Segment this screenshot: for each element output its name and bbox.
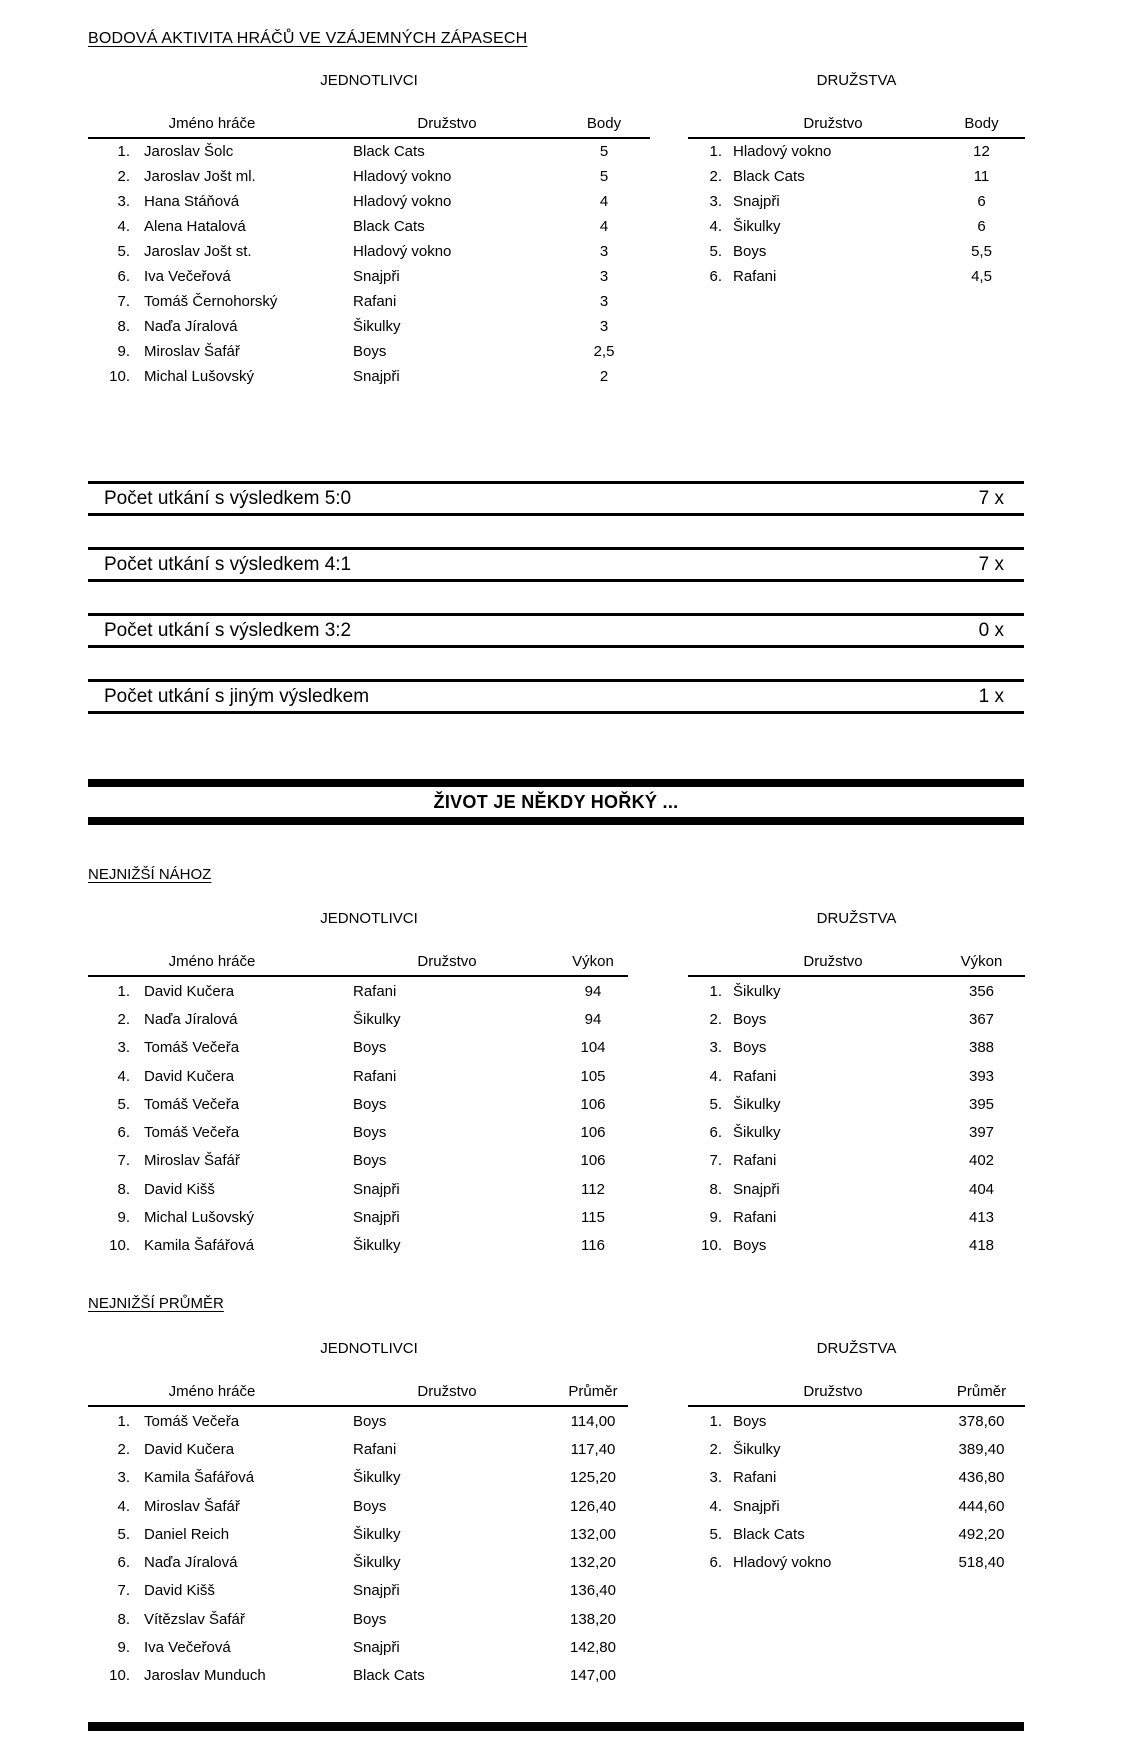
value-cell: 4 — [599, 193, 609, 210]
rank-cell: 8. — [709, 1180, 722, 1198]
table-row — [688, 1034, 1025, 1062]
team-cell: Rafani — [733, 1469, 777, 1487]
team-cell: Black Cats — [733, 168, 805, 185]
team-cell: Šikulky — [353, 318, 401, 335]
team-cell: Šikulky — [733, 1095, 781, 1113]
team-cell: Snajpři — [353, 368, 400, 385]
value-cell: 94 — [584, 982, 602, 1000]
value-cell: 106 — [580, 1124, 606, 1142]
value-cell: 126,40 — [570, 1497, 616, 1515]
column-header-team: Družstvo — [417, 953, 477, 970]
rank-cell: 5. — [117, 1095, 130, 1113]
rank-cell: 9. — [117, 1209, 130, 1227]
rank-cell: 1. — [117, 143, 130, 160]
team-cell: Šikulky — [353, 1554, 401, 1572]
team-cell: Boys — [353, 1152, 387, 1170]
team-cell: Boys — [353, 1497, 387, 1515]
table-row — [88, 1203, 628, 1231]
rank-cell: 8. — [117, 1610, 130, 1628]
value-cell: 112 — [581, 1180, 605, 1198]
value-cell: 132,00 — [570, 1525, 616, 1543]
rank-cell: 2. — [117, 1010, 130, 1028]
player-name-cell: Vítězslav Šafář — [144, 1610, 245, 1628]
rank-cell: 9. — [709, 1209, 722, 1227]
team-cell: Snajpři — [353, 1180, 400, 1198]
value-cell: 388 — [968, 1039, 995, 1057]
lowest-average-heading: NEJNIŽŠÍ PRŮMĚR — [88, 1295, 224, 1312]
team-cell: Šikulky — [733, 1440, 781, 1458]
points-teams-label: DRUŽSTVA — [816, 72, 897, 89]
lowest-throw-individuals-table — [88, 946, 628, 1260]
team-cell: Rafani — [733, 1209, 777, 1227]
rank-cell: 4. — [117, 1067, 130, 1085]
player-name-cell: Tomáš Večeřa — [144, 1095, 240, 1113]
lowest-average-individuals-table — [88, 1376, 628, 1690]
table-row — [688, 1492, 1025, 1520]
table-row — [88, 339, 650, 364]
team-cell: Hladový vokno — [353, 193, 452, 210]
team-cell: Snajpři — [733, 193, 780, 210]
table-row — [88, 264, 650, 289]
team-cell: Black Cats — [353, 1667, 425, 1685]
rank-cell: 6. — [117, 268, 130, 285]
team-cell: Šikulky — [353, 1010, 401, 1028]
player-name-cell: Tomáš Večeřa — [144, 1039, 240, 1057]
banner-title: ŽIVOT JE NĚKDY HOŘKÝ ... — [433, 791, 679, 812]
value-cell: 5,5 — [971, 243, 992, 260]
team-cell: Rafani — [353, 982, 397, 1000]
table-row — [88, 1662, 628, 1690]
column-header-average: Průměr — [956, 1383, 1007, 1400]
rank-cell: 3. — [117, 1469, 130, 1487]
table-row — [88, 1605, 628, 1633]
table-row — [688, 214, 1025, 239]
column-header-team: Družstvo — [803, 1383, 863, 1400]
rank-cell: 1. — [709, 1412, 722, 1430]
table-row — [88, 1633, 628, 1661]
player-name-cell: Tomáš Černohorský — [144, 293, 278, 310]
table-header-row — [88, 1376, 628, 1407]
team-cell: Snajpři — [353, 1582, 400, 1600]
rank-cell: 9. — [117, 1639, 130, 1657]
column-header-player: Jméno hráče — [168, 115, 256, 132]
table-header-row — [88, 108, 650, 139]
lowest-average-teams-label: DRUŽSTVA — [816, 1340, 897, 1357]
match-count-list — [88, 481, 1024, 745]
table-row — [88, 1548, 628, 1576]
rank-cell: 1. — [709, 143, 722, 160]
rank-cell: 5. — [709, 243, 722, 260]
value-cell: 6 — [977, 218, 986, 235]
team-cell: Hladový vokno — [733, 143, 832, 160]
value-cell: 3 — [599, 293, 609, 310]
team-cell: Boys — [353, 1412, 387, 1430]
table-row — [688, 1175, 1025, 1203]
value-cell: 5 — [599, 143, 609, 160]
value-cell: 418 — [968, 1237, 995, 1255]
team-cell: Šikulky — [353, 1469, 401, 1487]
table-row — [688, 189, 1025, 214]
table-row — [688, 1062, 1025, 1090]
value-cell: 4,5 — [971, 268, 992, 285]
value-cell: 106 — [580, 1095, 606, 1113]
table-row — [88, 289, 650, 314]
rank-cell: 3. — [117, 193, 130, 210]
table-row — [88, 1232, 628, 1260]
value-cell: 142,80 — [570, 1639, 616, 1657]
rank-cell: 5. — [117, 1525, 130, 1543]
match-count-box — [88, 547, 1024, 582]
player-name-cell: Naďa Jíralová — [144, 318, 238, 335]
rank-cell: 2. — [709, 168, 722, 185]
rank-cell: 4. — [117, 1497, 130, 1515]
table-body — [88, 977, 628, 1260]
team-cell: Black Cats — [353, 218, 425, 235]
rank-cell: 7. — [709, 1152, 722, 1170]
value-cell: 11 — [973, 168, 990, 185]
table-row — [88, 1464, 628, 1492]
column-header-player: Jméno hráče — [168, 953, 256, 970]
table-body — [688, 977, 1025, 1260]
rank-cell: 6. — [709, 1124, 722, 1142]
value-cell: 114,00 — [570, 1412, 616, 1430]
lowest-throw-individuals-label: JEDNOTLIVCI — [320, 910, 418, 927]
value-cell: 115 — [581, 1209, 605, 1227]
team-cell: Rafani — [353, 293, 397, 310]
player-name-cell: David Kučera — [144, 1440, 235, 1458]
player-name-cell: David Kučera — [144, 1067, 235, 1085]
team-cell: Snajpři — [733, 1497, 780, 1515]
table-header-row — [688, 108, 1025, 139]
player-name-cell: Iva Večeřová — [144, 1639, 231, 1657]
value-cell: 3 — [599, 243, 609, 260]
table-row — [88, 189, 650, 214]
player-name-cell: Jaroslav Šolc — [144, 143, 234, 160]
value-cell: 404 — [968, 1180, 995, 1198]
team-cell: Hladový vokno — [353, 168, 452, 185]
rank-cell: 2. — [709, 1440, 722, 1458]
player-name-cell: Naďa Jíralová — [144, 1554, 238, 1572]
rank-cell: 1. — [709, 982, 722, 1000]
player-name-cell: Jaroslav Jošt st. — [144, 243, 252, 260]
value-cell: 378,60 — [958, 1412, 1005, 1430]
team-cell: Boys — [353, 1095, 387, 1113]
table-row — [88, 214, 650, 239]
rank-cell: 6. — [117, 1554, 130, 1572]
value-cell: 132,20 — [570, 1554, 616, 1572]
table-row — [88, 1175, 628, 1203]
rank-cell: 8. — [117, 318, 130, 335]
rank-cell: 9. — [117, 343, 130, 360]
column-header-team: Družstvo — [417, 1383, 477, 1400]
banner-band — [88, 779, 1024, 825]
table-row — [688, 1147, 1025, 1175]
table-row — [688, 1407, 1025, 1435]
table-header-row — [688, 1376, 1025, 1407]
value-cell: 117,40 — [570, 1440, 616, 1458]
match-count-label: Počet utkání s výsledkem 4:1 — [104, 553, 352, 575]
lowest-average-individuals-label: JEDNOTLIVCI — [320, 1340, 418, 1357]
team-cell: Šikulky — [733, 982, 781, 1000]
rank-cell: 6. — [117, 1124, 130, 1142]
player-name-cell: Jaroslav Jošt ml. — [144, 168, 256, 185]
team-cell: Snajpři — [353, 1209, 400, 1227]
value-cell: 138,20 — [570, 1610, 616, 1628]
table-row — [88, 1034, 628, 1062]
player-name-cell: David Kišš — [144, 1582, 215, 1600]
column-header-team: Družstvo — [803, 115, 863, 132]
table-row — [88, 1090, 628, 1118]
table-row — [688, 1464, 1025, 1492]
team-cell: Boys — [733, 1039, 767, 1057]
value-cell: 125,20 — [570, 1469, 616, 1487]
value-cell: 106 — [580, 1152, 606, 1170]
rank-cell: 1. — [117, 1412, 130, 1430]
team-cell: Boys — [733, 1010, 767, 1028]
team-cell: Hladový vokno — [733, 1554, 832, 1572]
team-cell: Šikulky — [353, 1237, 401, 1255]
table-row — [88, 1520, 628, 1548]
value-cell: 147,00 — [570, 1667, 616, 1685]
player-name-cell: Miroslav Šafář — [144, 1497, 240, 1515]
table-row — [688, 1203, 1025, 1231]
table-row — [688, 264, 1025, 289]
match-count-value: 1 x — [978, 685, 1004, 707]
rank-cell: 5. — [117, 243, 130, 260]
team-cell: Black Cats — [733, 1525, 805, 1543]
team-cell: Boys — [733, 1237, 767, 1255]
team-cell: Rafani — [353, 1440, 397, 1458]
rank-cell: 4. — [709, 218, 722, 235]
table-row — [688, 1548, 1025, 1576]
table-row — [88, 164, 650, 189]
table-row — [688, 164, 1025, 189]
rank-cell: 10. — [109, 1667, 130, 1685]
banner-top-bar — [88, 779, 1024, 787]
rank-cell: 3. — [117, 1039, 130, 1057]
value-cell: 367 — [968, 1010, 995, 1028]
table-row — [88, 239, 650, 264]
player-name-cell: Hana Stáňová — [144, 193, 240, 210]
match-count-value: 0 x — [978, 619, 1004, 641]
value-cell: 389,40 — [958, 1440, 1005, 1458]
rank-cell: 3. — [709, 193, 722, 210]
team-cell: Šikulky — [733, 218, 781, 235]
value-cell: 4 — [599, 218, 609, 235]
value-cell: 2,5 — [593, 343, 615, 360]
table-row — [688, 1118, 1025, 1146]
value-cell: 5 — [599, 168, 609, 185]
player-name-cell: Michal Lušovský — [144, 1209, 255, 1227]
column-header-player: Jméno hráče — [168, 1383, 256, 1400]
banner-bottom-bar — [88, 817, 1024, 825]
table-row — [88, 977, 628, 1005]
lowest-throw-heading: NEJNIŽŠÍ NÁHOZ — [88, 866, 212, 883]
value-cell: 413 — [968, 1209, 995, 1227]
team-cell: Boys — [733, 1412, 767, 1430]
team-cell: Šikulky — [733, 1124, 781, 1142]
player-name-cell: David Kišš — [144, 1180, 215, 1198]
lowest-throw-teams-table — [688, 946, 1025, 1260]
match-count-label: Počet utkání s jiným výsledkem — [104, 685, 370, 707]
table-header-row — [688, 946, 1025, 977]
rank-cell: 3. — [709, 1469, 722, 1487]
table-row — [688, 1232, 1025, 1260]
rank-cell: 6. — [709, 1554, 722, 1572]
rank-cell: 3. — [709, 1039, 722, 1057]
value-cell: 436,80 — [958, 1469, 1005, 1487]
team-cell: Boys — [353, 1610, 387, 1628]
team-cell: Boys — [353, 1124, 387, 1142]
match-count-value: 7 x — [978, 553, 1004, 575]
match-count-box — [88, 679, 1024, 714]
value-cell: 3 — [599, 268, 609, 285]
column-header-score: Výkon — [572, 953, 614, 970]
lowest-average-teams-table — [688, 1376, 1025, 1577]
player-name-cell: Tomáš Večeřa — [144, 1412, 240, 1430]
player-name-cell: Naďa Jíralová — [144, 1010, 238, 1028]
value-cell: 94 — [584, 1010, 602, 1028]
table-body — [688, 1407, 1025, 1577]
value-cell: 402 — [968, 1152, 995, 1170]
column-header-average: Průměr — [568, 1383, 618, 1400]
value-cell: 393 — [968, 1067, 995, 1085]
value-cell: 6 — [977, 193, 986, 210]
player-name-cell: Kamila Šafářová — [144, 1469, 255, 1487]
value-cell: 105 — [580, 1067, 606, 1085]
match-count-box — [88, 481, 1024, 516]
player-name-cell: Alena Hatalová — [144, 218, 246, 235]
player-name-cell: Tomáš Večeřa — [144, 1124, 240, 1142]
team-cell: Snajpři — [353, 268, 400, 285]
team-cell: Hladový vokno — [353, 243, 452, 260]
match-count-label: Počet utkání s výsledkem 5:0 — [104, 487, 352, 509]
rank-cell: 8. — [117, 1180, 130, 1198]
rank-cell: 7. — [117, 293, 130, 310]
table-body — [688, 139, 1025, 289]
rank-cell: 4. — [709, 1497, 722, 1515]
table-row — [88, 1118, 628, 1146]
table-header-row — [88, 946, 628, 977]
value-cell: 2 — [599, 368, 609, 385]
team-cell: Boys — [733, 243, 767, 260]
table-row — [88, 1147, 628, 1175]
column-header-points: Body — [964, 115, 999, 132]
match-count-label: Počet utkání s výsledkem 3:2 — [104, 619, 352, 641]
table-row — [88, 1435, 628, 1463]
table-row — [688, 1090, 1025, 1118]
team-cell: Boys — [353, 343, 387, 360]
value-cell: 397 — [968, 1124, 995, 1142]
rank-cell: 2. — [117, 168, 130, 185]
value-cell: 3 — [599, 318, 609, 335]
table-row — [88, 1407, 628, 1435]
column-header-score: Výkon — [960, 953, 1003, 970]
table-row — [88, 1062, 628, 1090]
value-cell: 104 — [580, 1039, 606, 1057]
rank-cell: 4. — [709, 1067, 722, 1085]
table-row — [688, 1005, 1025, 1033]
rank-cell: 1. — [117, 982, 130, 1000]
table-row — [688, 239, 1025, 264]
player-name-cell: Jaroslav Munduch — [144, 1667, 266, 1685]
points-individuals-label: JEDNOTLIVCI — [320, 72, 418, 89]
table-row — [88, 364, 650, 389]
player-name-cell: David Kučera — [144, 982, 235, 1000]
player-name-cell: Michal Lušovský — [144, 368, 255, 385]
value-cell: 356 — [968, 982, 995, 1000]
rank-cell: 10. — [701, 1237, 722, 1255]
rank-cell: 2. — [709, 1010, 722, 1028]
rank-cell: 6. — [709, 268, 722, 285]
value-cell: 395 — [968, 1095, 995, 1113]
value-cell: 492,20 — [958, 1525, 1005, 1543]
table-row — [88, 1492, 628, 1520]
player-name-cell: Daniel Reich — [144, 1525, 230, 1543]
team-cell: Black Cats — [353, 143, 425, 160]
rank-cell: 2. — [117, 1440, 130, 1458]
team-cell: Rafani — [353, 1067, 397, 1085]
table-row — [88, 1005, 628, 1033]
value-cell: 444,60 — [958, 1497, 1005, 1515]
table-row — [88, 139, 650, 164]
rank-cell: 4. — [117, 218, 130, 235]
table-row — [88, 314, 650, 339]
player-name-cell: Kamila Šafářová — [144, 1237, 255, 1255]
team-cell: Snajpři — [353, 1639, 400, 1657]
rank-cell: 7. — [117, 1582, 130, 1600]
bottom-rule-bar — [88, 1722, 1024, 1731]
column-header-team: Družstvo — [803, 953, 863, 970]
lowest-throw-teams-label: DRUŽSTVA — [816, 910, 897, 927]
value-cell: 136,40 — [570, 1582, 616, 1600]
team-cell: Šikulky — [353, 1525, 401, 1543]
player-name-cell: Iva Večeřová — [144, 268, 231, 285]
team-cell: Boys — [353, 1039, 387, 1057]
value-cell: 12 — [973, 143, 990, 160]
column-header-team: Družstvo — [417, 115, 477, 132]
rank-cell: 7. — [117, 1152, 130, 1170]
rank-cell: 5. — [709, 1525, 722, 1543]
table-row — [688, 1435, 1025, 1463]
team-cell: Rafani — [733, 1152, 777, 1170]
match-count-box — [88, 613, 1024, 648]
points-teams-table — [688, 108, 1025, 289]
table-row — [688, 977, 1025, 1005]
table-body — [88, 139, 650, 389]
table-row — [688, 139, 1025, 164]
team-cell: Snajpři — [733, 1180, 780, 1198]
match-count-value: 7 x — [978, 487, 1004, 509]
rank-cell: 5. — [709, 1095, 722, 1113]
table-body — [88, 1407, 628, 1690]
rank-cell: 10. — [109, 368, 130, 385]
points-individuals-table — [88, 108, 650, 389]
rank-cell: 10. — [109, 1237, 130, 1255]
player-name-cell: Miroslav Šafář — [144, 343, 240, 360]
value-cell: 116 — [581, 1237, 605, 1255]
document-title: BODOVÁ AKTIVITA HRÁČŮ VE VZÁJEMNÝCH ZÁPASECH — [88, 30, 528, 47]
column-header-points: Body — [586, 115, 622, 132]
player-name-cell: Miroslav Šafář — [144, 1152, 240, 1170]
value-cell: 518,40 — [958, 1554, 1005, 1572]
team-cell: Rafani — [733, 268, 777, 285]
team-cell: Rafani — [733, 1067, 777, 1085]
table-row — [688, 1520, 1025, 1548]
table-row — [88, 1577, 628, 1605]
